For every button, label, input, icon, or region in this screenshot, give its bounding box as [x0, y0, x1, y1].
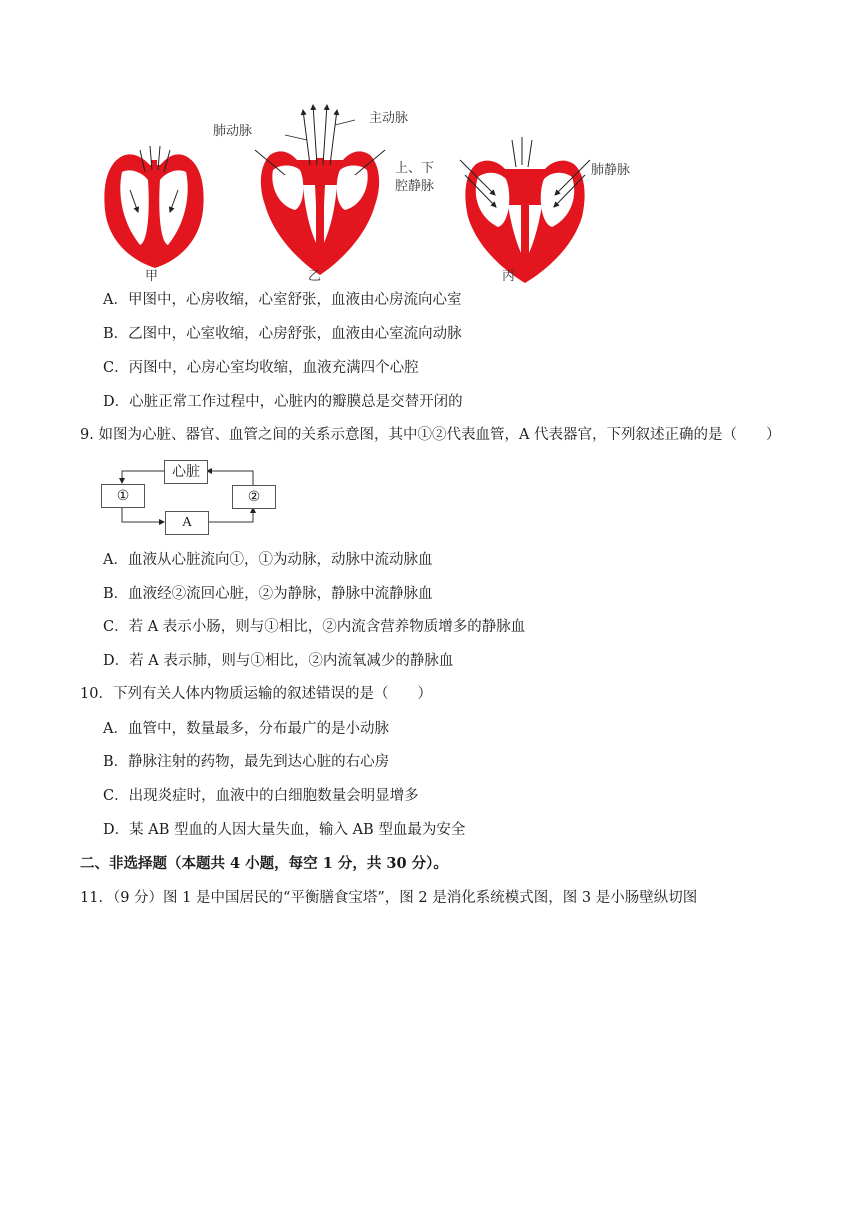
q10-stem: 10．下列有关人体内物质运输的叙述错误的是（ ）	[80, 686, 432, 702]
label-jia: 甲	[145, 269, 159, 284]
q11-stem: 11．（9 分）图 1 是中国居民的“平衡膳食宝塔”，图 2 是消化系统模式图，图 3 是小肠壁纵切图	[80, 890, 698, 906]
q10-option-a: A．血管中，数量最多，分布最广的是小动脉	[103, 721, 389, 737]
diagram-organ-box: A	[165, 511, 209, 535]
q8-option-c: C．丙图中，心房心室均收缩，血液充满四个心腔	[103, 360, 419, 376]
q9-stem: 9. 如图为心脏、器官、血管之间的关系示意图，其中①②代表血管，A 代表器官，下列叙述正确的是（ ）	[80, 427, 781, 443]
label-bing: 丙	[502, 269, 516, 284]
annotation-pulmonary-artery: 肺动脉	[213, 124, 253, 139]
q8-option-b: B．乙图中，心室收缩，心房舒张，血液由心室流向动脉	[103, 326, 462, 342]
annotation-vena-cava-line2: 腔静脉	[395, 179, 435, 194]
annotation-aorta: 主动脉	[369, 111, 409, 126]
q9-option-d: D．若 A 表示肺，则与①相比，②内流氧减少的静脉血	[103, 653, 454, 669]
heart-jia	[104, 146, 203, 268]
q9-option-c: C．若 A 表示小肠，则与①相比，②内流含营养物质增多的静脉血	[103, 619, 526, 635]
q9-diagram	[100, 458, 280, 536]
q10-option-d: D．某 AB 型血的人因大量失血，输入 AB 型血最为安全	[103, 822, 466, 838]
diagram-vessel1-box: ①	[101, 484, 145, 508]
heart-figure	[95, 95, 655, 285]
annotation-pulmonary-vein: 肺静脉	[591, 163, 631, 178]
heart-yi	[255, 105, 385, 275]
diagram-vessel2-box: ②	[232, 485, 276, 509]
q8-option-a: A．甲图中，心房收缩，心室舒张，血液由心房流向心室	[103, 292, 462, 308]
section-heading: 二、非选择题（本题共 4 小题，每空 1 分，共 30 分）。	[80, 855, 448, 872]
q9-option-a: A．血液从心脏流向①，①为动脉，动脉中流动脉血	[103, 552, 433, 568]
q8-option-d: D．心脏正常工作过程中，心脏内的瓣膜总是交替开闭的	[103, 394, 463, 410]
diagram-heart-box: 心脏	[164, 460, 208, 484]
annotation-vena-cava-line1: 上、下	[395, 161, 435, 176]
q10-option-b: B．静脉注射的药物，最先到达心脏的右心房	[103, 754, 390, 770]
label-yi: 乙	[308, 269, 322, 284]
heart-bing	[460, 137, 590, 283]
q10-option-c: C．出现炎症时，血液中的白细胞数量会明显增多	[103, 788, 419, 804]
q9-option-b: B．血液经②流回心脏，②为静脉，静脉中流静脉血	[103, 586, 433, 602]
